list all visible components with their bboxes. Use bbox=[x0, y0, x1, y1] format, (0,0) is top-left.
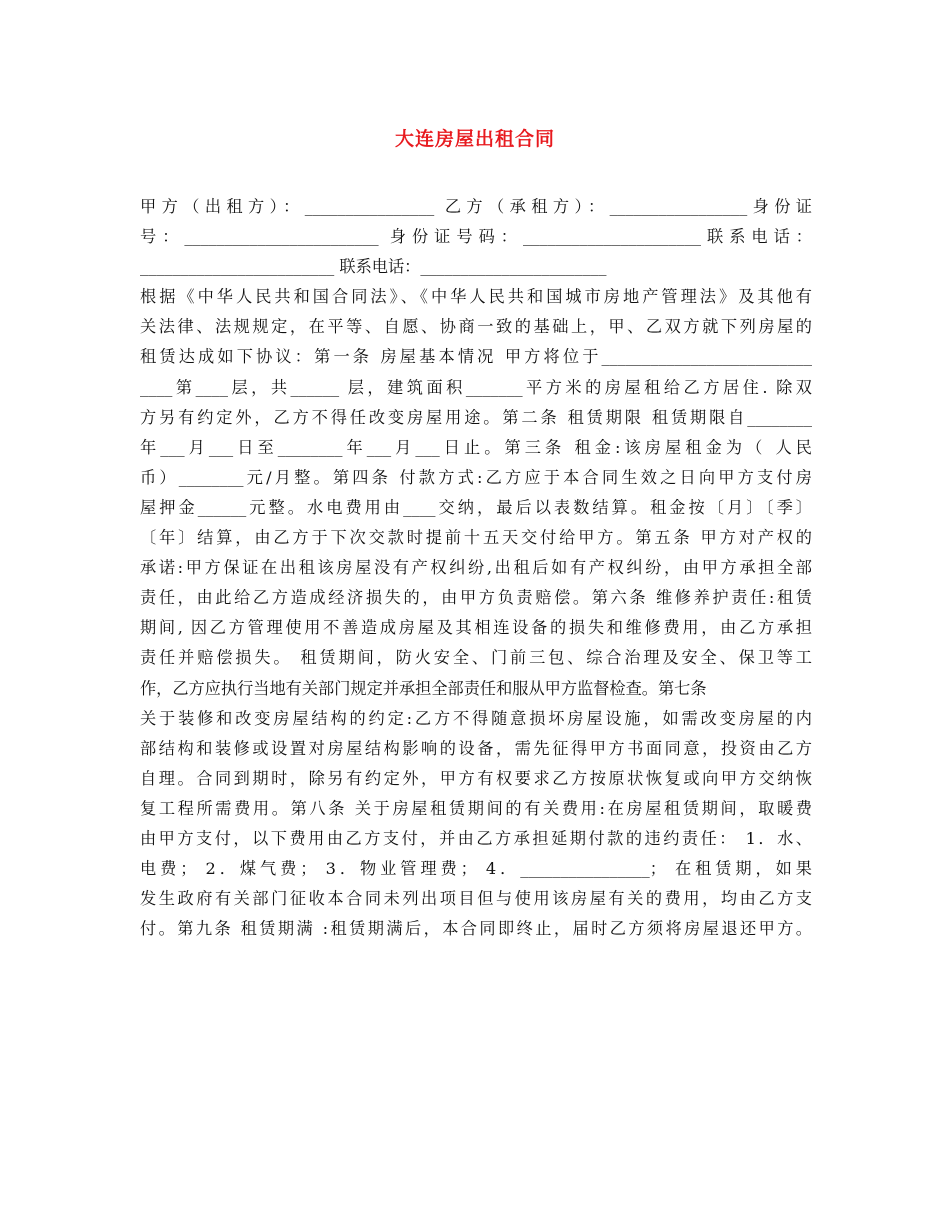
contract-line: 由甲方支付，以下费用由乙方支付，并由乙方承担延期付款的违约责任： 1．水、 bbox=[140, 828, 812, 848]
contract-line: 号：________________________ 身份证号码：______________________联系电话： bbox=[140, 227, 812, 247]
contract-line: 租赁达成如下协议：第一条 房屋基本情况 甲方将位于__________________________ bbox=[140, 347, 812, 367]
contract-line: 根据《中华人民共和国合同法》、《中华人民共和国城市房地产管理法》及其他有 bbox=[140, 287, 812, 307]
contract-line: 复工程所需费用。第八条 关于房屋租赁期间的有关费用:在房屋租赁期间，取暖费 bbox=[140, 798, 812, 818]
contract-line: 〔年〕结算，由乙方于下次交款时提前十五天交付给甲方。第五条 甲方对产权的 bbox=[140, 528, 812, 548]
contract-line: 关于装修和改变房屋结构的约定:乙方不得随意损坏房屋设施，如需改变房屋的内 bbox=[140, 708, 812, 728]
contract-line: 部结构和装修或设置对房屋结构影响的设备，需先征得甲方书面同意，投资由乙方 bbox=[140, 738, 812, 758]
contract-line: 币）________元/月整。第四条 付款方式:乙方应于本合同生效之日向甲方支付房 bbox=[140, 467, 812, 487]
document-title: 大连房屋出租合同 bbox=[394, 128, 555, 150]
contract-line: 方另有约定外，乙方不得任改变房屋用途。第二条 租赁期限 租赁期限自________ bbox=[140, 407, 812, 427]
contract-line: 屋押金______元整。水电费用由____交纳，最后以表数结算。租金按〔月〕〔季〕 bbox=[140, 497, 812, 517]
contract-line: 自理。合同到期时，除另有约定外，甲方有权要求乙方按原状恢复或向甲方交纳恢 bbox=[140, 768, 812, 788]
contract-line: ____第____层，共______ 层，建筑面积_______平方米的房屋租给乙方居住. 除双 bbox=[140, 377, 812, 397]
contract-line: 责任并赔偿损失。 租赁期间，防火安全、门前三包、综合治理及安全、保卫等工 bbox=[140, 648, 812, 668]
contract-line: 关法律、法规规定，在平等、自愿、协商一致的基础上，甲、乙双方就下列房屋的 bbox=[140, 317, 812, 337]
contract-line: ________________________ 联系电话：_______________________ bbox=[140, 257, 607, 277]
contract-line: 期间, 因乙方管理使用不善造成房屋及其相连设备的损失和维修费用，由乙方承担 bbox=[140, 618, 812, 638]
contract-body bbox=[140, 192, 812, 944]
contract-line: 承诺:甲方保证在出租该房屋没有产权纠纷,出租后如有产权纠纷，由甲方承担全部 bbox=[140, 558, 812, 578]
contract-line: 电费； 2．煤气费； 3．物业管理费； 4．________________； 在租赁期，如果 bbox=[140, 859, 812, 879]
contract-line: 付。第九条 租赁期满 :租赁期满后，本合同即终止，届时乙方须将房屋退还甲方。 bbox=[140, 919, 812, 939]
contract-line: 年___月___日至________年___月___日止。第三条 租金:该房屋租金为（ 人民 bbox=[140, 437, 812, 457]
contract-line: 责任，由此给乙方造成经济损失的，由甲方负责赔偿。第六条 维修养护责任:租赁 bbox=[140, 588, 812, 608]
contract-line: 甲方（出租方）：________________ 乙方（承租方）：_________________身份证 bbox=[140, 197, 812, 216]
contract-line: 作，乙方应执行当地有关部门规定并承担全部责任和服从甲方监督检查。第七条 bbox=[140, 678, 707, 698]
contract-line: 发生政府有关部门征收本合同未列出项目但与使用该房屋有关的费用，均由乙方支 bbox=[140, 889, 812, 909]
